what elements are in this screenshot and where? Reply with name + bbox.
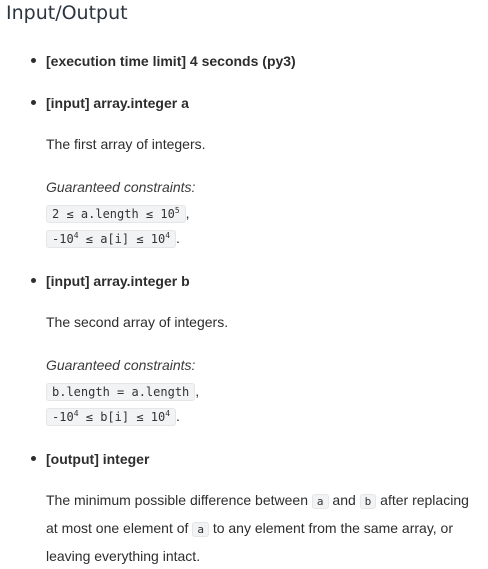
output-item: [0, 450, 488, 566]
page-title: Input/Output: [6, 2, 128, 24]
bullet-icon: [31, 58, 36, 63]
code-snippet: a: [312, 494, 329, 509]
code-snippet: $-10^4 \le a[i] \le 10^4$: [46, 230, 176, 248]
input-a-constraint-1: 2 ≤ a.length ≤ $10^5$ ,: [46, 202, 190, 224]
code-snippet: 2 ≤ a.length ≤ $10^5$: [46, 205, 186, 223]
input-a-constraints-label: Guaranteed constraints:: [46, 179, 196, 195]
input-b-constraints-label: Guaranteed constraints:: [46, 357, 196, 373]
input-b-constraint-1: b.length = a.length ,: [46, 380, 199, 402]
input-a-constraint-2: $-10^4 \le a[i] \le 10^4$ .: [46, 227, 180, 249]
output-label: [output] integer: [46, 451, 150, 467]
code-snippet: $-10^4 \le b[i] \le 10^4$: [46, 408, 176, 426]
bullet-icon: [31, 456, 36, 461]
input-b-item: [0, 272, 488, 432]
input-b-constraint-2: $-10^4 \le b[i] \le 10^4$ .: [46, 405, 180, 427]
input-a-label: [input] array.integer a: [46, 95, 189, 111]
input-b-description: The second array of integers.: [46, 314, 229, 330]
exec-time-label: [execution time limit] 4 seconds (py3): [46, 53, 296, 69]
bullet-icon: [31, 100, 36, 105]
input-a-item: [0, 94, 488, 254]
code-snippet: b.length = a.length: [46, 383, 195, 401]
input-a-description: The first array of integers.: [46, 136, 206, 152]
code-snippet: a: [192, 522, 209, 537]
input-b-label: [input] array.integer b: [46, 273, 190, 289]
bullet-icon: [31, 278, 36, 283]
output-description: The minimum possible difference between a and b after replacing at most one element of a to any element from the same array, or leaving everything intact.: [46, 492, 469, 564]
code-snippet: b: [360, 494, 377, 509]
